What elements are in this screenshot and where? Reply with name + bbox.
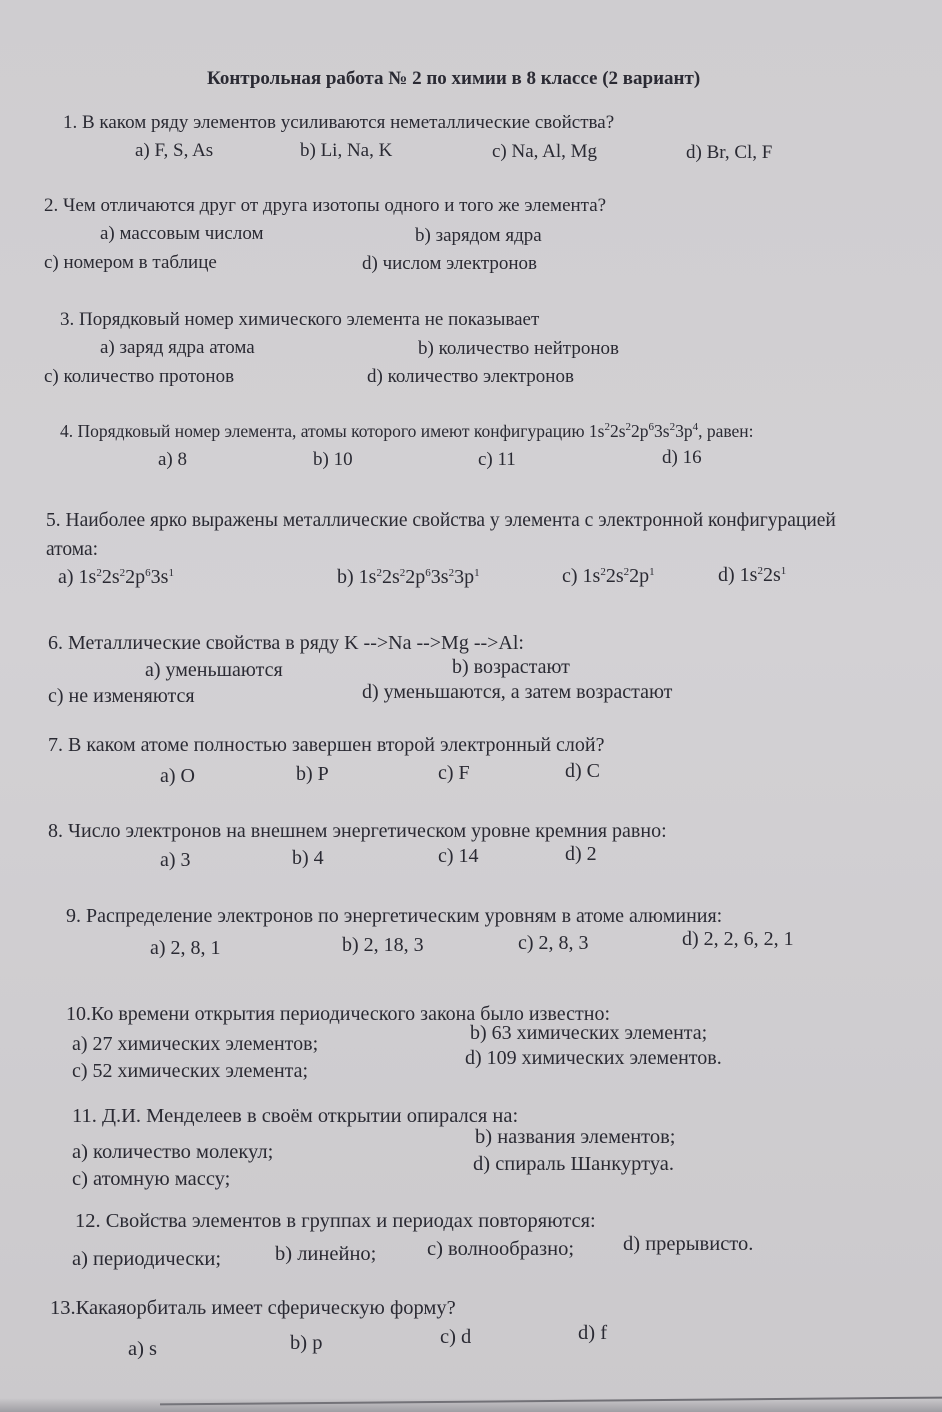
question-4-text-end: , равен: bbox=[698, 421, 754, 441]
superscript: 6 bbox=[145, 567, 151, 579]
question-11-text: 11. Д.И. Менделеев в своём открытии опирался на: bbox=[72, 1105, 519, 1127]
question-5-option-c-label: c) bbox=[562, 565, 583, 587]
superscript: 2 bbox=[604, 421, 610, 433]
page-bottom-shadow bbox=[0, 1398, 942, 1412]
question-4-option-d: d) 16 bbox=[662, 447, 702, 468]
superscript: 1 bbox=[780, 565, 787, 577]
question-5-option-b-config: $1s^22s^22p^63s^23p^1$ bbox=[358, 566, 480, 588]
question-7-text: 7. В каком атоме полностью завершен второй электронный слой? bbox=[48, 734, 605, 756]
question-11-option-b: b) названия элементов; bbox=[475, 1126, 676, 1148]
question-12-option-b: b) линейно; bbox=[275, 1243, 377, 1265]
question-2-option-b: b) зарядом ядра bbox=[415, 225, 542, 246]
question-10-option-b: b) 63 химических элемента; bbox=[470, 1022, 708, 1044]
question-8-option-c: c) 14 bbox=[438, 845, 479, 867]
question-5-option-a bbox=[58, 566, 174, 589]
question-11-option-d: d) спираль Шанкуртуа. bbox=[473, 1153, 675, 1175]
question-5-option-d-label: d) bbox=[718, 564, 740, 586]
superscript: 2 bbox=[399, 567, 406, 579]
question-1-option-a: a) F, S, As bbox=[135, 140, 214, 161]
superscript: 2 bbox=[600, 566, 606, 578]
question-9-option-b: b) 2, 18, 3 bbox=[342, 934, 424, 956]
question-13-option-d: d) f bbox=[578, 1322, 608, 1344]
question-3-option-d: d) количество электронов bbox=[367, 366, 574, 387]
question-3-option-c: c) количество протонов bbox=[44, 366, 235, 387]
superscript: 2 bbox=[376, 567, 382, 579]
question-2-option-a: a) массовым числом bbox=[100, 223, 264, 244]
question-7-option-c: c) F bbox=[438, 762, 470, 784]
question-1-text: 1. В каком ряду элементов усиливаются неметаллические свойства? bbox=[63, 112, 615, 133]
question-1-option-c: c) Na, Al, Mg bbox=[492, 141, 598, 162]
question-8-option-b: b) 4 bbox=[292, 847, 324, 869]
question-2-text: 2. Чем отличаются друг от друга изотопы одного и того же элемента? bbox=[44, 195, 607, 216]
question-5-option-b-label: b) bbox=[337, 566, 359, 588]
question-8-option-a: a) 3 bbox=[160, 849, 191, 871]
superscript: 6 bbox=[425, 567, 431, 579]
question-4-text-start: 4. Порядковый номер элемента, атомы которого имеют конфигурацию bbox=[60, 421, 589, 441]
question-5-option-b bbox=[337, 566, 480, 589]
question-11-option-c: c) атомную массу; bbox=[72, 1168, 231, 1190]
question-10-text: 10.Ко времени открытия периодического закона было известно: bbox=[66, 1003, 611, 1025]
question-6-option-c: c) не изменяются bbox=[48, 685, 195, 707]
superscript: 1 bbox=[168, 567, 174, 579]
superscript: 1 bbox=[474, 567, 480, 579]
question-9-option-d: d) 2, 2, 6, 2, 1 bbox=[682, 928, 794, 950]
question-5-option-c-config: $1s^22s^22p^1$ bbox=[582, 565, 655, 587]
superscript: 1 bbox=[649, 566, 655, 578]
question-4-option-b: b) 10 bbox=[313, 449, 353, 470]
question-5-option-c bbox=[562, 565, 655, 588]
question-7-option-b: b) P bbox=[296, 763, 329, 785]
superscript: 2 bbox=[119, 567, 126, 579]
superscript: 2 bbox=[625, 421, 632, 433]
question-4-text bbox=[60, 421, 754, 442]
question-13-option-c: c) d bbox=[440, 1326, 472, 1348]
question-6-text: 6. Металлические свойства в ряду K -->Na -->Mg -->Al: bbox=[48, 632, 524, 654]
question-5-option-d bbox=[718, 564, 786, 587]
page-title: Контрольная работа № 2 по химии в 8 классе (2 вариант) bbox=[207, 68, 701, 89]
question-4-config: $1s^22s^22p^63s^23p^4$ bbox=[588, 421, 699, 441]
superscript: 2 bbox=[623, 566, 630, 578]
question-12-option-a: a) периодически; bbox=[72, 1248, 222, 1270]
question-12-option-c: c) волнообразно; bbox=[427, 1238, 575, 1260]
question-7-option-a: a) O bbox=[160, 765, 195, 787]
question-8-text: 8. Число электронов на внешнем энергетическом уровне кремния равно: bbox=[48, 820, 667, 842]
question-10-option-a: a) 27 химических элементов; bbox=[72, 1033, 319, 1055]
question-10-option-c: c) 52 химических элемента; bbox=[72, 1060, 309, 1082]
question-9-option-a: a) 2, 8, 1 bbox=[150, 937, 221, 959]
question-3-text: 3. Порядковый номер химического элемента не показывает bbox=[60, 309, 540, 330]
question-5-option-a-config: $1s^22s^22p^63s^1$ bbox=[78, 566, 174, 588]
superscript: 2 bbox=[669, 421, 676, 433]
question-6-option-d: d) уменьшаются, а затем возрастают bbox=[362, 681, 673, 703]
question-12-text: 12. Свойства элементов в группах и периодах повторяются: bbox=[75, 1210, 596, 1232]
question-6-option-b: b) возрастают bbox=[452, 656, 570, 678]
question-12-option-d: d) прерывисто. bbox=[623, 1233, 754, 1255]
question-5-text-line-2: атома: bbox=[46, 539, 99, 560]
question-1-option-d: d) Br, Cl, F bbox=[686, 142, 773, 163]
superscript: 2 bbox=[96, 567, 102, 579]
question-1-option-b: b) Li, Na, K bbox=[300, 140, 393, 161]
question-13-text: 13.Какаяорбиталь имеет сферическую форму? bbox=[50, 1297, 456, 1319]
question-9-text: 9. Распределение электронов по энергетическим уровням в атоме алюминия: bbox=[66, 905, 723, 927]
question-10-option-d: d) 109 химических элементов. bbox=[465, 1047, 722, 1069]
question-5-option-a-label: a) bbox=[58, 566, 79, 588]
question-2-option-c: c) номером в таблице bbox=[44, 252, 217, 273]
question-5-option-d-config: $1s^22s^1$ bbox=[739, 564, 787, 586]
superscript: 4 bbox=[692, 421, 699, 433]
superscript: 2 bbox=[757, 565, 763, 577]
question-4-option-c: c) 11 bbox=[478, 449, 516, 470]
question-5-text-line-1: 5. Наиболее ярко выражены металлические свойства у элемента с электронной конфигурацией bbox=[46, 510, 836, 531]
superscript: 2 bbox=[448, 567, 455, 579]
question-13-option-a: a) s bbox=[128, 1338, 158, 1360]
question-9-option-c: c) 2, 8, 3 bbox=[518, 932, 589, 954]
superscript: 6 bbox=[648, 421, 655, 433]
question-8-option-d: d) 2 bbox=[565, 843, 597, 865]
question-3-option-b: b) количество нейтронов bbox=[418, 338, 619, 359]
question-7-option-d: d) C bbox=[565, 760, 600, 782]
question-6-option-a: a) уменьшаются bbox=[145, 659, 283, 681]
question-11-option-a: a) количество молекул; bbox=[72, 1141, 274, 1163]
question-13-option-b: b) p bbox=[290, 1332, 323, 1354]
question-3-option-a: a) заряд ядра атома bbox=[100, 337, 255, 358]
question-4-option-a: a) 8 bbox=[158, 449, 188, 470]
question-2-option-d: d) числом электронов bbox=[362, 253, 538, 274]
